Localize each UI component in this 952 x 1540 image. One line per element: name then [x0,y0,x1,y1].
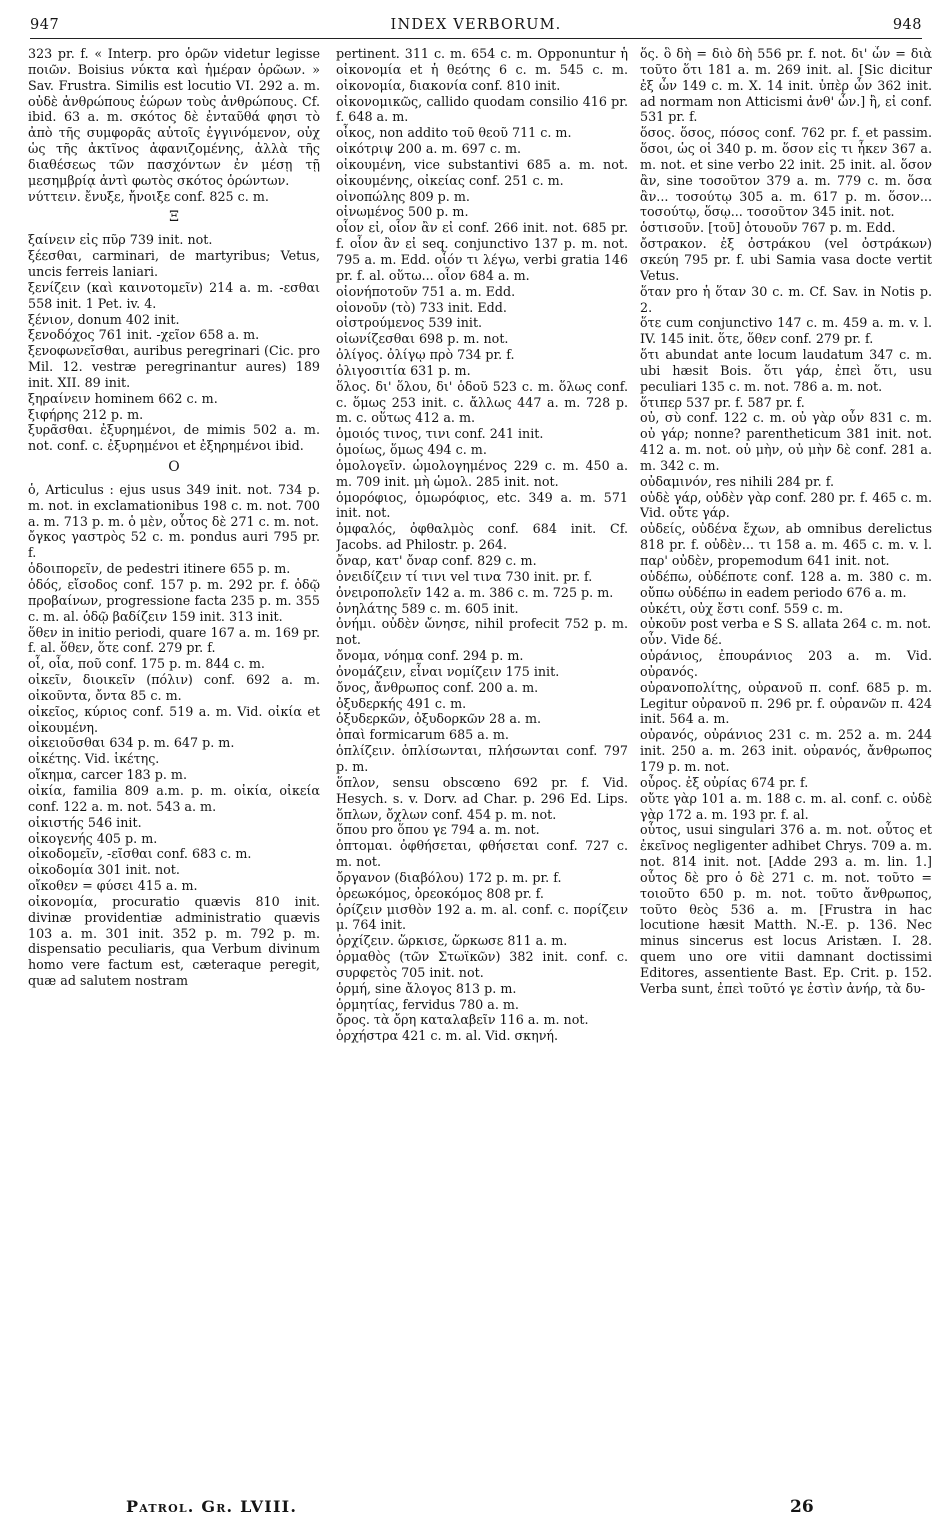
index-entry: ὀρεωκόμος, ὀρεοκόμος 808 pr. f. [336,885,544,901]
index-entry: οὐκοῦν post verba e S S. allata 264 c. m. not. [640,616,932,632]
index-entry: ὅπου pro ὅπου γε 794 a. m. not. [336,822,540,838]
index-entry: οἰκιστής 546 init. [28,814,142,830]
index-entry: ξένιον, donum 402 init. [28,311,180,327]
index-entry: ὀνειδίζειν τί τινι vel τινα 730 init. pr. f. [336,568,593,584]
running-header [30,12,922,39]
index-entry: οἰκέτης. Vid. ἱκέτης. [28,751,160,767]
index-column-1 [28,46,320,1486]
index-entry: οὐδὲ γάρ, οὐδὲν γὰρ conf. 280 pr. f. 465 c. m. Vid. οὔτε γάρ. [640,489,932,521]
index-entry: οἰκεῖν, διοικεῖν (πόλιν) conf. 692 a. m. οἰκοῦντα, ὄντα 85 c. m. [28,672,320,703]
index-entry: ὅτε cum conjunctivo 147 c. m. 459 a. m. v. l. IV. 145 init. ὅτε, ὅθεν conf. 279 pr. f. [640,315,932,347]
page-number-left: 947 [30,17,60,33]
index-entry: οἴκοθεν = φύσει 415 a. m. [28,878,198,894]
index-entry: ὄνος, ἄνθρωπος conf. 200 a. m. [336,679,539,695]
index-entry: οἰονοῦν (τὸ) 733 init. Edd. [336,299,507,315]
index-entry: ξηραίνειν hominem 662 c. m. [28,390,218,406]
index-entry: ὁδοιπορεῖν, de pedestri itinere 655 p. m. [28,561,291,577]
index-entry: ὀνηλάτης 589 c. m. 605 init. [336,600,519,616]
index-entry: ὀλίγος. ὀλίγῳ πρὸ 734 pr. f. [336,347,515,363]
index-entry: ὁμολογεῖν. ὡμολογημένος 229 c. m. 450 a. m. 709 init. μὴ ὡμολ. 285 init. not. [336,457,628,489]
index-entry: οὐκέτι, οὐχ ἔστι conf. 559 c. m. [640,600,844,616]
footer-volume: Patrol. Gr. LVIII. [126,1497,298,1516]
index-entry: ὁδός, εἴσοδος conf. 157 p. m. 292 pr. f. ὁδῷ προβαίνων, progressione facta 235 p. m. 355 c. m. al. ὁδῷ βαδίζειν 159 init. 313 init. [28,577,320,624]
index-entry: ὀμφαλός, ὀφθαλμὸς conf. 684 init. Cf. Jacobs. ad Philostr. p. 264. [336,521,628,553]
index-entry: ὁρίζειν μισθὸν 192 a. m. al. conf. c. πορίζειν μ. 764 init. [336,901,628,933]
index-entry: οἰκοδομεῖν, -εῖσθαι conf. 683 c. m. [28,846,252,862]
index-entry: ξενίζειν (καὶ καινοτομεῖν) 214 a. m. -εσθαι 558 init. 1 Pet. iv. 4. [28,279,320,311]
index-entry: ὀρχίζειν. ὥρκισε, ὥρκωσε 811 a. m. [336,933,568,949]
index-entry: οὔτε γὰρ 101 a. m. 188 c. m. al. conf. c. οὐδὲ γὰρ 172 a. m. 193 pr. f. al. [640,790,932,822]
index-entry: οὗτος, usui singulari 376 a. m. not. οὗτος et ἐκεῖνος negligenter adhibet Chrys. 709 a. m. not. 814 init. not. [Adde 293 a. m. lin. 1.] οὗτος δὲ pro ὁ δὲ 271 c. m. not. τοῦτο = τοιοῦτο 650 p. m. not. τοῦτο ἄνθρωπος, τοῦτο θεὸς 536 a. m. [Frustra in hac locutione hæsit Matth. N.-E. p. 136. Nec minus sincerus est locus Aristæn. I. 28. quem uno ore vitii damnant doctissimi Editores, assentiente Bast. Ep. Crit. p. 152. Verba sunt, ἐπεὶ τοῦτό γε ἐστὶν ἀνήρ, τὰ δυ- [640,822,932,996]
index-entry: ὁπλίζειν. ὁπλίσωνται, πλήσωνται conf. 797 p. m. [336,743,628,774]
index-entry: οὐδέπω, οὐδέποτε conf. 128 a. m. 380 c. m. οὔπω οὐδέπω in eadem periodo 676 a. m. [640,568,932,600]
index-entry: ὁρμητίας, fervidus 780 a. m. [336,996,519,1012]
index-entry: ὅς. ὃ δὴ = διὸ δὴ 556 pr. f. not. δι' ὧν = διὰ τοῦτο ὅτι 181 a. m. 269 init. al. [Sic dicitur ἐξ ὧν 149 c. m. X. 14 init. ὑπὲρ ὧν 362 init. ad normam non Atticismi ἀνθ' ὧν.] ἢ, εἰ conf. 531 pr. f. [640,46,932,125]
index-entry: ὁρμαθὸς (τῶν Στωϊκῶν) 382 init. conf. c. συρφετὸς 705 init. not. [336,949,628,980]
index-entry: ὀξυδερκής 491 c. m. [336,695,467,711]
index-entry: οὖρος. ἐξ οὐρίας 674 pr. f. [640,774,809,790]
index-entry: οἴκημα, carcer 183 p. m. [28,767,187,783]
index-entry: οἷον εἰ, οἷον ἂν εἰ conf. 266 init. not. 685 pr. f. οἷον ἂν εἰ seq. conjunctivo 137 p. m. not. 795 a. m. Edd. οἷόν τι λέγω, verbi gratia 146 pr. f. al. οὕτω... οἷον 684 a. m. [336,220,628,283]
index-entry: οὐδαμινόν, res nihili 284 pr. f. [640,473,835,489]
index-entry: ὀπτομαι. ὀφθήσεται, φθήσεται conf. 727 c. m. not. [336,838,628,870]
index-entry: ὅθεν in initio periodi, quare 167 a. m. 169 pr. f. al. ὅθεν, ὅτε conf. 279 pr. f. [28,624,320,656]
index-entry: οἰνωμένος 500 p. m. [336,204,469,220]
index-entry: ὁμοιός τινος, τινι conf. 241 init. [336,426,544,442]
index-entry: ξυρᾶσθαι. ἐξυρημένοι, de mimis 502 a. m. not. conf. c. ἐξυρημένοι et ἐξηρημένοι ibid. [28,422,320,454]
index-entry: ὁμοίως, ὅμως 494 c. m. [336,442,487,458]
index-entry: οὐ, σὺ conf. 122 c. m. οὐ γὰρ οὖν 831 c. m. οὐ γάρ; nonne? parentheticum 381 init. not. 412 a. m. not. οὐ μὴν, οὐ μὴν δὲ conf. 281 a. m. 342 c. m. [640,410,932,473]
index-entry: οὐρανός, οὐράνιος 231 c. m. 252 a. m. 244 init. 250 a. m. 263 init. οὐρανός, ἄνθρωπος 179 p. m. not. [640,727,932,774]
index-entry: ὀπαὶ formicarum 685 a. m. [336,727,509,743]
index-entry: οὐρανοπολίτης, οὐρανοῦ π. conf. 685 p. m. Legitur οὐρανοῦ π. 296 pr. f. οὐρανῶν π. 424 init. 564 a. m. [640,679,932,727]
index-entry: νύττειν. ἔνυξε, ἤνοιξε conf. 825 c. m. [28,188,269,204]
index-entry: ὄναρ, κατ' ὄναρ conf. 829 c. m. [336,553,537,568]
index-entry: ὄρος. τὰ ὄρη καταλαβεῖν 116 a. m. not. [336,1012,589,1028]
index-entry: οἰωνίζεσθαι 698 p. m. not. [336,331,509,347]
index-entry: οἰκονομικῶς, callido quodam consilio 416 pr. f. 648 a. m. [336,93,628,125]
index-entry: ὅταν pro ἡ ὅταν 30 c. m. Cf. Sav. in Notis p. 2. [640,283,932,315]
index-entry: οἷ, οἷα, ποῦ conf. 175 p. m. 844 c. m. [28,656,265,672]
page-footer [30,1497,922,1525]
index-entry: ὅσος. ὅσος, πόσος conf. 762 pr. f. et passim. ὅσοι, ὡς οἱ 340 p. m. ὅσον εἰς τι ἧκεν 367 a. m. not. et sine verbo 22 init. 25 init. al. ὅσον ἂν, sine τοσοῦτον 379 a. m. 779 c. m. ὅσα ἂν... τοσούτῳ 305 a. m. 617 p. m. ὅσον... τοσούτῳ, ὅσῳ... τοσοῦτον 345 init. not. [640,125,932,220]
index-column-3 [640,46,932,1486]
index-entry: οἰκειοῦσθαι 634 p. m. 647 p. m. [28,735,235,751]
index-entry: ὁμορόφιος, ὁμωρόφιος, etc. 349 a. m. 571 init. not. [336,489,628,521]
index-entry: οἰκονομία, procuratio quævis 810 init. divinæ providentiæ administratio quævis 103 a. m. 301 init. 352 p. m. 792 p. m. dispensatio peculiaris, qua Verbum divinum homo vere factum est, cæteraque peregit, quæ ad salutem nostram [28,893,320,989]
index-entry: οἰκουμένη, vice substantivi 685 a. m. not. οἰκουμένης, οἰκείας conf. 251 c. m. [336,156,628,188]
page-number-right: 948 [892,17,922,33]
footer-signature: 26 [790,1497,814,1517]
index-entry: ξιφήρης 212 p. m. [28,406,144,422]
index-entry: ξέεσθαι, carminari, de martyribus; Vetus, uncis ferreis laniari. [28,248,320,279]
index-entry: ὄστρακον. ἐξ ὀστράκου (vel ὀστράκων) σκεύη 795 pr. f. ubi Samia vasa docte vertit Vetus. [640,236,932,283]
index-entry: pertinent. 311 c. m. 654 c. m. Opponuntur ἡ οἰκονομία et ἡ θεότης 6 c. m. 545 c. m. οἰκονομία, διακονία conf. 810 init. [336,46,628,93]
index-entry: οἰκία, familia 809 a.m. p. m. οἰκία, οἰκεία conf. 122 a. m. not. 543 a. m. [28,782,320,814]
index-entry: ὅλος. δι' ὅλου, δι' ὁδοῦ 523 c. m. ὅλως conf. c. ὅμως 253 init. c. ἄλλως 447 a. m. 728 p. m. c. οὕτως 412 a. m. [336,378,628,426]
index-entry: οὖν. Vide δέ. [640,632,723,648]
index-entry: ὅπλον, sensu obscœno 692 pr. f. Vid. Hesych. s. v. Dorv. ad Char. p. 296 Ed. Lips. ὅπλων, ὄχλων conf. 454 p. m. not. [336,774,628,822]
index-entry: ξενοφωνεῖσθαι, auribus peregrinari (Cic. pro Mil. 12. vestræ peregrinantur aures) 189 init. XII. 89 init. [28,343,320,390]
index-entry: ὁστισοῦν. [τοῦ] ὁτουοῦν 767 p. m. Edd. [640,220,896,236]
index-entry: ξαίνειν εἰς πῦρ 739 init. not. [28,232,213,248]
index-entry: ὀλιγοσιτία 631 p. m. [336,362,471,378]
index-entry: ὄνομα, νόημα conf. 294 p. m. [336,648,524,664]
index-entry: οἰκεῖος, κύριος conf. 519 a. m. Vid. οἰκία et οἰκουμένη. [28,703,320,735]
index-entry: ὀνομάζειν, εἶναι νομίζειν 175 init. [336,663,560,679]
index-entry: οἰκογενής 405 p. m. [28,830,158,846]
index-entry: ὅτι abundat ante locum laudatum 347 c. m. ubi hæsit Bois. ὅτι γάρ, ἐπεὶ ὅτι, usu peculiari 135 c. m. not. 786 a. m. not. [640,347,932,394]
index-entry: ὀξυδερκῶν, ὀξυδορκῶν 28 a. m. [336,711,542,727]
index-entry: ὄγκος γαστρὸς 52 c. m. pondus auri 795 pr. f. [28,529,320,561]
index-entry: οὐδείς, οὐδένα ἔχων, ab omnibus derelictus 818 pr. f. οὐδὲν... τι 158 a. m. 465 c. m. v. l. παρ' οὐδὲν, propemodum 641 init. not. [640,521,932,568]
index-entry: οἶκος, non addito τοῦ θεοῦ 711 c. m. [336,125,572,141]
index-entry: οἰονήποτοῦν 751 a. m. Edd. [336,283,516,299]
index-entry: οὐράνιος, ἐπουράνιος 203 a. m. Vid. οὐρανός. [640,648,932,679]
index-entry: ὀνειροπολεῖν 142 a. m. 386 c. m. 725 p. m. [336,584,614,600]
index-entry: οἰκοδομία 301 init. not. [28,862,180,878]
index-entry: ὀρχήστρα 421 c. m. al. Vid. σκηνή. [336,1028,559,1044]
index-entry: ξενοδόχος 761 init. -χεῖον 658 a. m. [28,327,260,343]
index-entry: ὄργανον (διαβόλου) 172 p. m. pr. f. [336,869,562,885]
index-entry: 323 pr. f. « Interp. pro ὁρῶν videtur legisse ποιῶν. Boisius νύκτα καὶ ἡμέραν ὁρῶων. » Sav. Frustra. Similis est locutio VI. 292 a. m. οὐδὲ ἀνθρώπους ἑώρων τοὺς ἀνθρώπους. Cf. ibid. 63 a. m. σκότος δὲ ἐνταῦθά φησι τὸ ἀπὸ τῆς συμφορᾶς αὐτοῖς ἐγγινόμενον, οὐχ ὡς τῆς ἀκτῖνος ἀφανιζομένης, ἀλλὰ τῆς διαθέσεως τῶν πασχόντων ἐν μέσῃ τῇ μεσημβρίᾳ ἀντὶ φωτὸς σκότος ὁρώντων. [28,46,320,188]
index-entry: οἰνοπώλης 809 p. m. [336,188,470,204]
section-letter: O [168,459,180,476]
index-entry: ὁρμή, sine ἄλογος 813 p. m. [336,980,517,996]
running-title: INDEX VERBORUM. [390,17,562,33]
index-entry: ὁ, Articulus : ejus usus 349 init. not. 734 p. m. not. in exclamationibus 198 c. m. not. 700 a. m. 713 p. m. ὁ μὲν, οὗτος δὲ 271 c. m. not. [28,481,320,529]
index-entry: οἰκότριψ 200 a. m. 697 c. m. [336,141,522,157]
index-entry: ὀνήμι. οὐδὲν ὤνησε, nihil profecit 752 p. m. not. [336,616,628,648]
index-column-2 [336,46,628,1486]
index-entry: οἰστρούμενος 539 init. [336,315,483,331]
section-letter: Ξ [169,209,179,226]
index-entry: ὅτιπερ 537 pr. f. 587 pr. f. [640,394,805,410]
